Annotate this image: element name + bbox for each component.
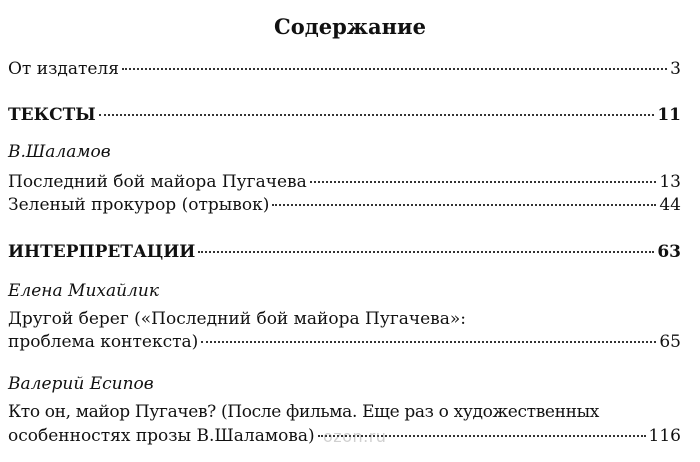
dot-leader — [99, 114, 655, 116]
toc-entry-drugoy-bereg-line2 — [8, 331, 681, 353]
entry-text: особенностях прозы В.Шаламова) — [8, 426, 315, 446]
author-shalamov: В.Шаламов — [8, 142, 111, 162]
author-esipov: Валерий Есипов — [8, 374, 154, 394]
toc-entry-publisher — [8, 58, 681, 80]
entry-text: Последний бой майора Пугачева — [8, 172, 307, 192]
section-page: 11 — [657, 105, 681, 125]
entry-page: 44 — [659, 195, 681, 215]
author-mikhailik: Елена Михайлик — [8, 281, 159, 301]
section-text: ИНТЕРПРЕТАЦИИ — [8, 242, 196, 262]
toc-title: Содержание — [274, 14, 426, 39]
dot-leader — [272, 204, 656, 206]
entry-text: проблема контекста) — [8, 332, 199, 352]
watermark: ozon.ru — [323, 427, 387, 446]
entry-page: 116 — [648, 426, 681, 446]
entry-text: От издателя — [8, 59, 119, 79]
section-page: 63 — [657, 242, 681, 262]
toc-entry-kto-on-line1: Кто он, майор Пугачев? (После фильма. Еще раз о художественных — [8, 402, 600, 422]
section-text: ТЕКСТЫ — [8, 105, 96, 125]
entry-page: 13 — [659, 172, 681, 192]
toc-entry-drugoy-bereg-line1: Другой берег («Последний бой майора Пугачева»: — [8, 309, 467, 329]
dot-leader — [198, 251, 654, 253]
toc-section-interpretations — [8, 241, 681, 263]
entry-text: Зеленый прокурор (отрывок) — [8, 195, 270, 215]
toc-entry-pugachev — [8, 171, 681, 193]
dot-leader — [122, 68, 667, 70]
toc-section-texts — [8, 104, 681, 126]
entry-page: 65 — [659, 332, 681, 352]
toc-entry-prokuror — [8, 194, 681, 216]
dot-leader — [201, 341, 656, 343]
dot-leader — [310, 181, 657, 183]
entry-page: 3 — [670, 59, 681, 79]
